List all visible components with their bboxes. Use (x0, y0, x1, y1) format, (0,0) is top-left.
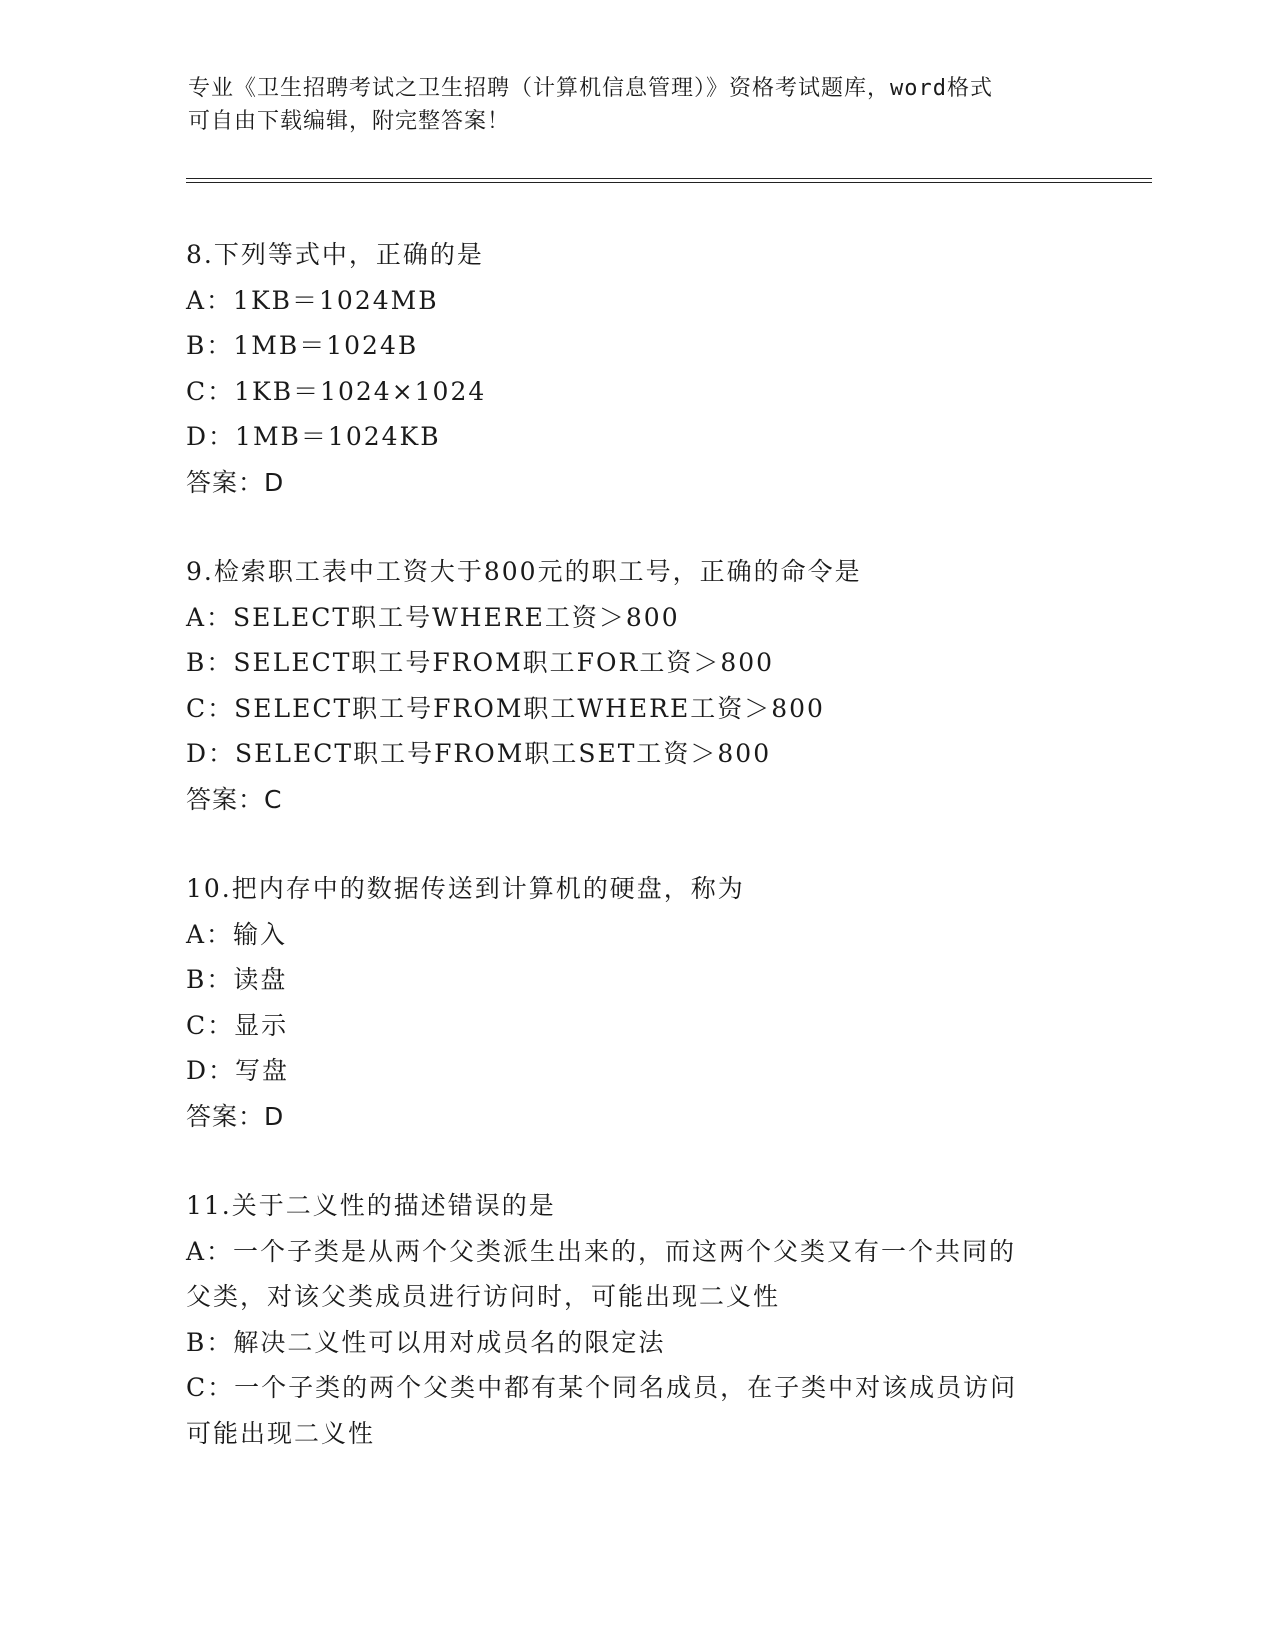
question-8 (186, 232, 1086, 505)
header-divider (186, 178, 1152, 183)
option-d: D：SELECT职工号FROM职工SET工资＞800 (186, 739, 772, 768)
option-b: B：SELECT职工号FROM职工FOR工资＞800 (186, 648, 775, 677)
question-10 (186, 866, 1086, 1139)
question-9 (186, 549, 1086, 822)
option-a: A：SELECT职工号WHERE工资＞800 (186, 602, 680, 632)
option-c-line-2: 可能出现二义性 (186, 1418, 376, 1448)
option-c: C：SELECT职工号FROM职工WHERE工资＞800 (186, 693, 825, 723)
option-b: B：解决二义性可以用对成员名的限定法 (186, 1327, 666, 1357)
document-header (188, 72, 1088, 138)
option-c: C：显示 (186, 1010, 289, 1040)
question-stem: 8.下列等式中，正确的是 (186, 240, 484, 269)
answer: 答案：C (186, 784, 283, 814)
option-a: A：1KB＝1024MB (186, 285, 439, 315)
option-a-line-2: 父类，对该父类成员进行访问时，可能出现二义性 (186, 1282, 781, 1311)
question-stem: 9.检索职工表中工资大于800元的职工号，正确的命令是 (186, 557, 862, 586)
option-a-line-1: A：一个子类是从两个父类派生出来的，而这两个父类又有一个共同的 (186, 1236, 1017, 1266)
answer: 答案：D (186, 467, 285, 497)
option-c: C：1KB＝1024×1024 (186, 376, 487, 406)
answer: 答案：D (186, 1101, 285, 1131)
option-c-line-1: C：一个子类的两个父类中都有某个同名成员，在子类中对该成员访问 (186, 1373, 1018, 1402)
header-line-1: 专业《卫生招聘考试之卫生招聘（计算机信息管理）》资格考试题库，word格式 (188, 76, 993, 101)
option-d: D：1MB＝1024KB (186, 422, 441, 451)
option-a: A：输入 (186, 919, 288, 949)
question-11 (186, 1183, 1086, 1456)
question-stem: 10.把内存中的数据传送到计算机的硬盘，称为 (186, 874, 745, 903)
option-b: B：1MB＝1024B (186, 331, 419, 360)
header-line-2: 可自由下载编辑，附完整答案！ (188, 109, 511, 134)
option-b: B：读盘 (186, 965, 288, 994)
question-stem: 11.关于二义性的描述错误的是 (186, 1191, 556, 1220)
option-d: D：写盘 (186, 1056, 290, 1085)
question-list (186, 232, 1086, 1500)
